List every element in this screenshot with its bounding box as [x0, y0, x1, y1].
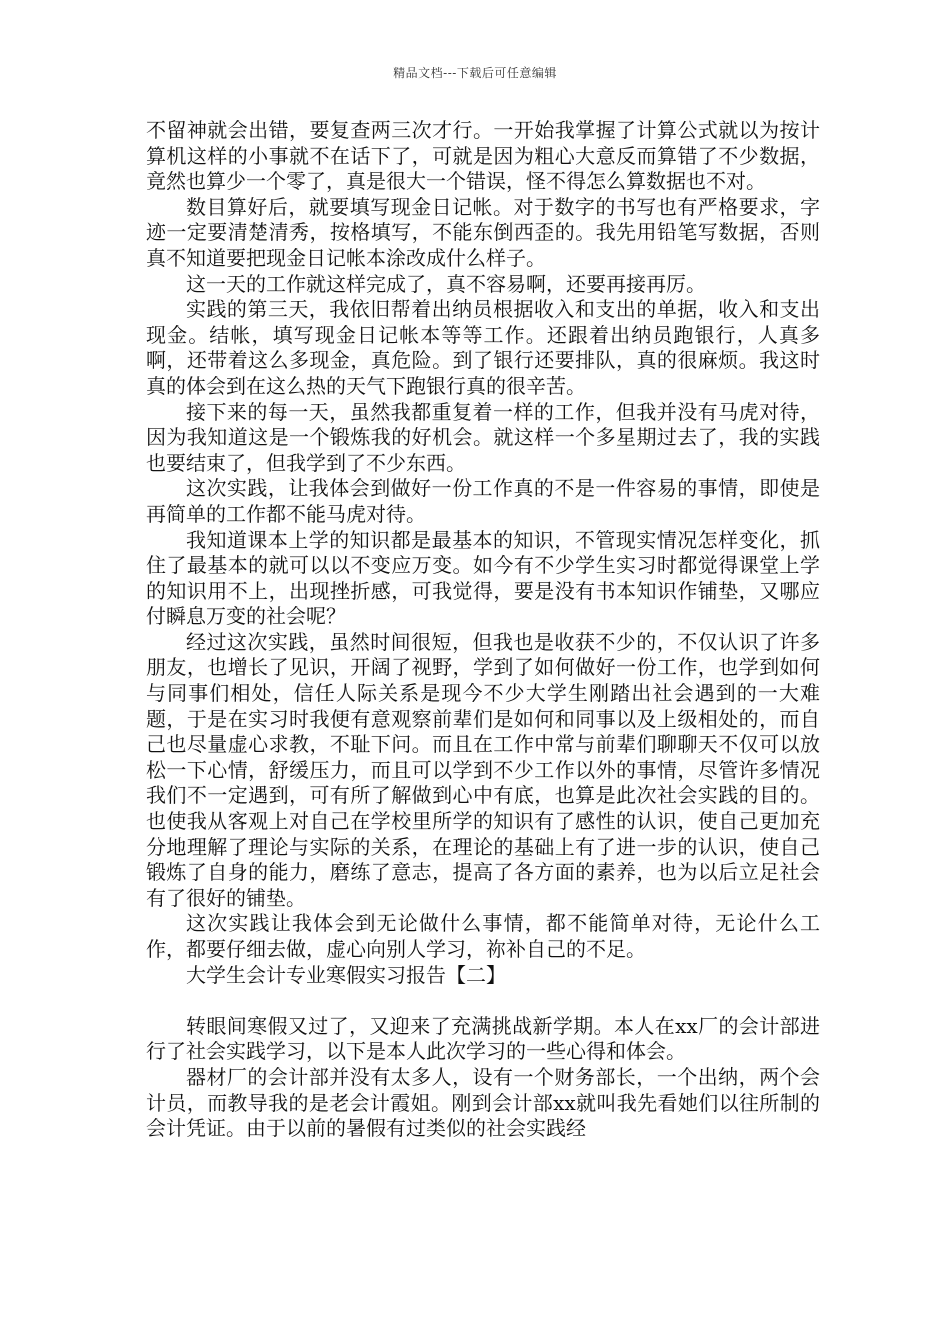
- paragraph: 实践的第三天，我依旧帮着出纳员根据收入和支出的单据，收入和支出现金。结帐，填写现金日记帐本等等工作。还跟着出纳员跑银行，人真多啊，还带着这么多现金，真危险。到了银行还要排队，真的很麻烦。我这时真的体会到在这么热的天气下跑银行真的很辛苦。: [146, 297, 820, 398]
- paragraph: 器材厂的会计部并没有太多人，设有一个财务部长，一个出纳，两个会计员，而教导我的是老会计霞姐。刚到会计部xx就叫我先看她们以往所制的会计凭证。由于以前的暑假有过类似的社会实践经: [146, 1064, 820, 1141]
- paragraph: 这次实践让我体会到无论做什么事情，都不能简单对待，无论什么工作，都要仔细去做，虚心向别人学习，祢补自己的不足。: [146, 911, 820, 961]
- paragraph: 不留神就会出错，要复查两三次才行。一开始我掌握了计算公式就以为按计算机这样的小事就不在话下了，可就是因为粗心大意反而算错了不少数据，竟然也算少一个零了，真是很大一个错误，怪不得怎么算数据也不对。: [146, 118, 820, 194]
- section-heading: 大学生会计专业寒假实习报告【二】: [186, 962, 506, 987]
- paragraph: 这次实践，让我体会到做好一份工作真的不是一件容易的事情，即使是再简单的工作都不能马虎对待。: [146, 476, 820, 526]
- document-body: [146, 118, 820, 1142]
- paragraph: 这一天的工作就这样完成了，真不容易啊，还要再接再厉。: [186, 271, 706, 296]
- paragraph: 接下来的每一天，虽然我都重复着一样的工作，但我并没有马虎对待，因为我知道这是一个锻炼我的好机会。就这样一个多星期过去了，我的实践也要结束了，但我学到了不少东西。: [146, 399, 820, 475]
- paragraph: 数目算好后，就要填写现金日记帐。对于数字的书写也有严格要求，字迹一定要清楚清秀，按格填写，不能东倒西歪的。我先用铅笔写数据，否则真不知道要把现金日记帐本涂改成什么样子。: [146, 194, 820, 270]
- paragraph: 经过这次实践，虽然时间很短，但我也是收获不少的，不仅认识了许多朋友，也增长了见识，开阔了视野，学到了如何做好一份工作，也学到如何与同事们相处，信任人际关系是现今不少大学生刚踏出社会遇到的一大难题，于是在实习时我便有意观察前辈们是如何和同事以及上级相处的，而自己也尽量虚心求教，不耻下问。而且在工作中常与前辈们聊聊天不仅可以放松一下心情，舒缓压力，而且可以学到不少工作以外的事情，尽管许多情况我们不一定遇到，可有所了解做到心中有底，也算是此次社会实践的目的。也使我从客观上对自己在学校里所学的知识有了感性的认识，使自己更加充分地理解了理论与实际的关系，在理论的基础上有了进一步的认识，使自己锻炼了自身的能力，磨练了意志，提高了各方面的素养，也为以后立足社会有了很好的铺垫。: [146, 629, 820, 910]
- page-header: 精品文档---下载后可任意编辑: [393, 66, 557, 80]
- paragraph: 我知道课本上学的知识都是最基本的知识，不管现实情况怎样变化，抓住了最基本的就可以以不变应万变。如今有不少学生实习时都觉得课堂上学的知识用不上，出现挫折感，可我觉得，要是没有书本知识作铺垫，又哪应付瞬息万变的社会呢？: [146, 527, 820, 629]
- blank-line: [146, 988, 820, 1014]
- paragraph: 转眼间寒假又过了，又迎来了充满挑战新学期。本人在xx厂的会计部进行了社会实践学习，以下是本人此次学习的一些心得和体会。: [146, 1013, 820, 1064]
